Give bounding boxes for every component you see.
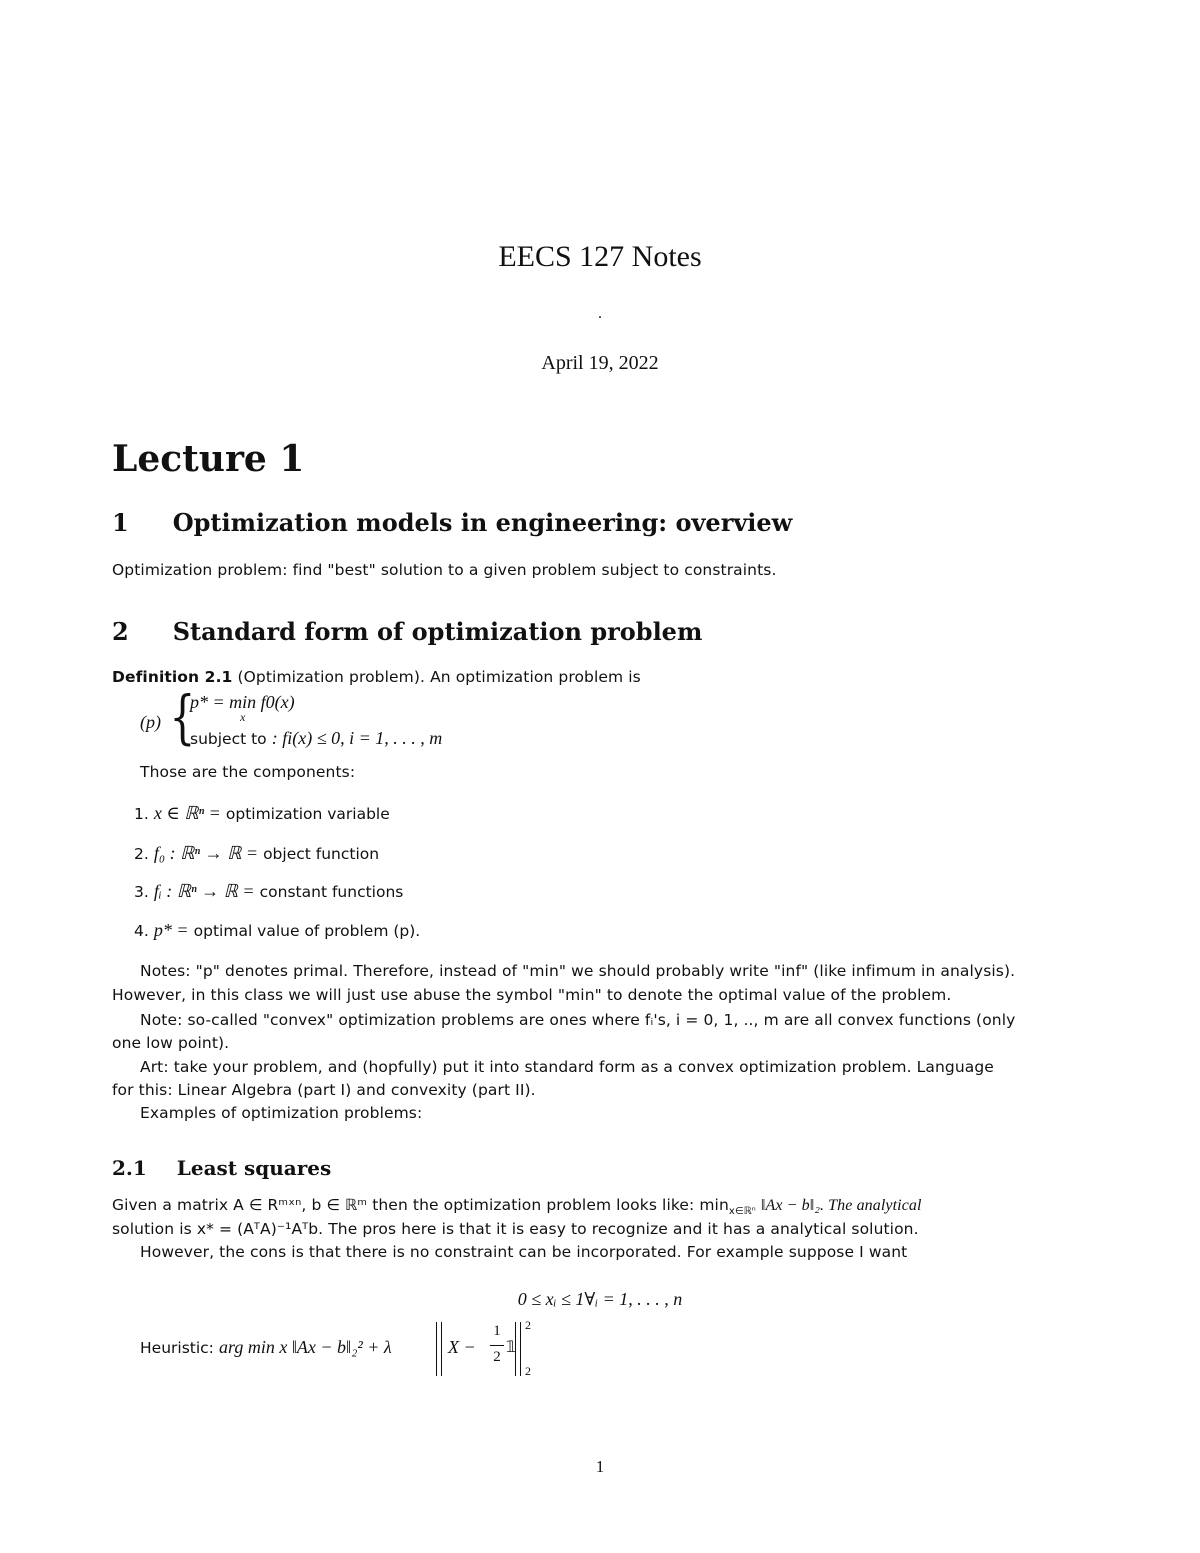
left-brace: { — [169, 683, 196, 751]
section-title: Standard form of optimization problem — [172, 617, 703, 646]
author-placeholder: . — [598, 305, 602, 322]
list-item — [134, 920, 420, 941]
list-number: 4. — [134, 922, 149, 940]
list-number: 1. — [134, 805, 149, 823]
list-item — [134, 803, 390, 824]
components-intro: Those are the components: — [140, 763, 356, 781]
lecture-heading: Lecture 1 — [112, 438, 305, 480]
section-number: 2 — [112, 617, 129, 646]
least-squares-line-1 — [112, 1196, 922, 1217]
subsection-2-1-heading — [112, 1156, 331, 1180]
document-title: EECS 127 Notes — [498, 240, 702, 273]
fraction-denominator: 2 — [493, 1349, 501, 1365]
note-convex-line-2: one low point). — [112, 1034, 230, 1052]
ones-vector-symbol: 𝟙 — [506, 1337, 517, 1356]
page-number: 1 — [595, 1457, 605, 1476]
list-text: object function — [263, 845, 380, 863]
section-1-heading — [112, 508, 792, 537]
constraint-math: : fi(x) ≤ 0, i = 1, . . . , m — [271, 728, 443, 748]
problem-label: (p) — [140, 712, 161, 732]
least-squares-line-2: solution is x* = (AᵀA)⁻¹Aᵀb. The pros here is that it is easy to recognize and it has a analytical solution. — [112, 1220, 919, 1238]
section-2-heading — [112, 617, 702, 646]
list-item — [134, 881, 403, 902]
heuristic-label: Heuristic: — [140, 1339, 214, 1357]
list-text: optimal value of problem (p). — [193, 922, 421, 940]
fraction-numerator: 1 — [493, 1323, 501, 1339]
art-line-1: Art: take your problem, and (hopfully) put it into standard form as a convex optimization problem. Language — [140, 1058, 994, 1076]
list-number: 3. — [134, 883, 149, 901]
problem-constraint — [190, 728, 442, 749]
constraint-equation: 0 ≤ xᵢ ≤ 1∀ᵢ = 1, . . . , n — [517, 1289, 683, 1309]
norm-expression: ‖Ax − b‖₂. The analytical — [760, 1197, 922, 1214]
list-math: x ∈ ℝⁿ = — [153, 803, 221, 823]
least-squares-text: Given a matrix A ∈ Rᵐˣⁿ, b ∈ ℝᵐ then the optimization problem looks like: min — [112, 1196, 729, 1214]
section-title: Optimization models in engineering: overview — [172, 508, 793, 537]
subject-to-label: subject to — [190, 730, 267, 748]
section-1-text: Optimization problem: find "best" solution to a given problem subject to constraints. — [112, 561, 777, 579]
list-math: fᵢ : ℝⁿ → ℝ = — [153, 881, 255, 901]
section-number: 1 — [112, 508, 129, 537]
examples-intro: Examples of optimization problems: — [140, 1104, 423, 1122]
least-squares-line-3: However, the cons is that there is no constraint can be incorporated. For example suppose I want — [140, 1243, 908, 1261]
definition-text: An optimization problem is — [430, 668, 641, 686]
heuristic-line — [140, 1337, 392, 1358]
subsection-title: Least squares — [176, 1156, 332, 1180]
notes-line-1: Notes: "p" denotes primal. Therefore, instead of "min" we should probably write "inf" (like infimum in analysis). — [140, 962, 1016, 980]
min-subscript: x∈ℝⁿ — [728, 1206, 756, 1218]
heuristic-math: arg min x ‖Ax − b‖₂² + λ — [219, 1337, 392, 1357]
min-subscript: x — [240, 710, 246, 724]
norm-inner: X − — [448, 1337, 476, 1357]
document-date: April 19, 2022 — [541, 352, 659, 374]
subsection-number: 2.1 — [112, 1156, 147, 1180]
fraction-bar — [490, 1345, 504, 1346]
list-math: p* = — [153, 920, 189, 940]
norm-bar-right — [515, 1322, 521, 1376]
norm-superscript: 2 — [525, 1318, 531, 1332]
list-math: f₀ : ℝⁿ → ℝ = — [153, 843, 258, 863]
art-line-2: for this: Linear Algebra (part I) and convexity (part II). — [112, 1081, 536, 1099]
norm-bar-left — [436, 1322, 442, 1376]
definition-title: (Optimization problem). — [237, 668, 426, 686]
list-text: constant functions — [259, 883, 404, 901]
list-text: optimization variable — [225, 805, 390, 823]
notes-line-2: However, in this class we will just use abuse the symbol "min" to denote the optimal value of the problem. — [112, 986, 952, 1004]
definition-label: Definition 2.1 — [112, 668, 233, 686]
note-convex-line-1: Note: so-called "convex" optimization problems are ones where fᵢ's, i = 0, 1, .., m are all convex functions (only — [140, 1011, 1016, 1029]
norm-subscript: 2 — [525, 1364, 531, 1378]
list-number: 2. — [134, 845, 149, 863]
problem-objective: p* = min f0(x) — [190, 692, 295, 712]
list-item — [134, 843, 379, 864]
